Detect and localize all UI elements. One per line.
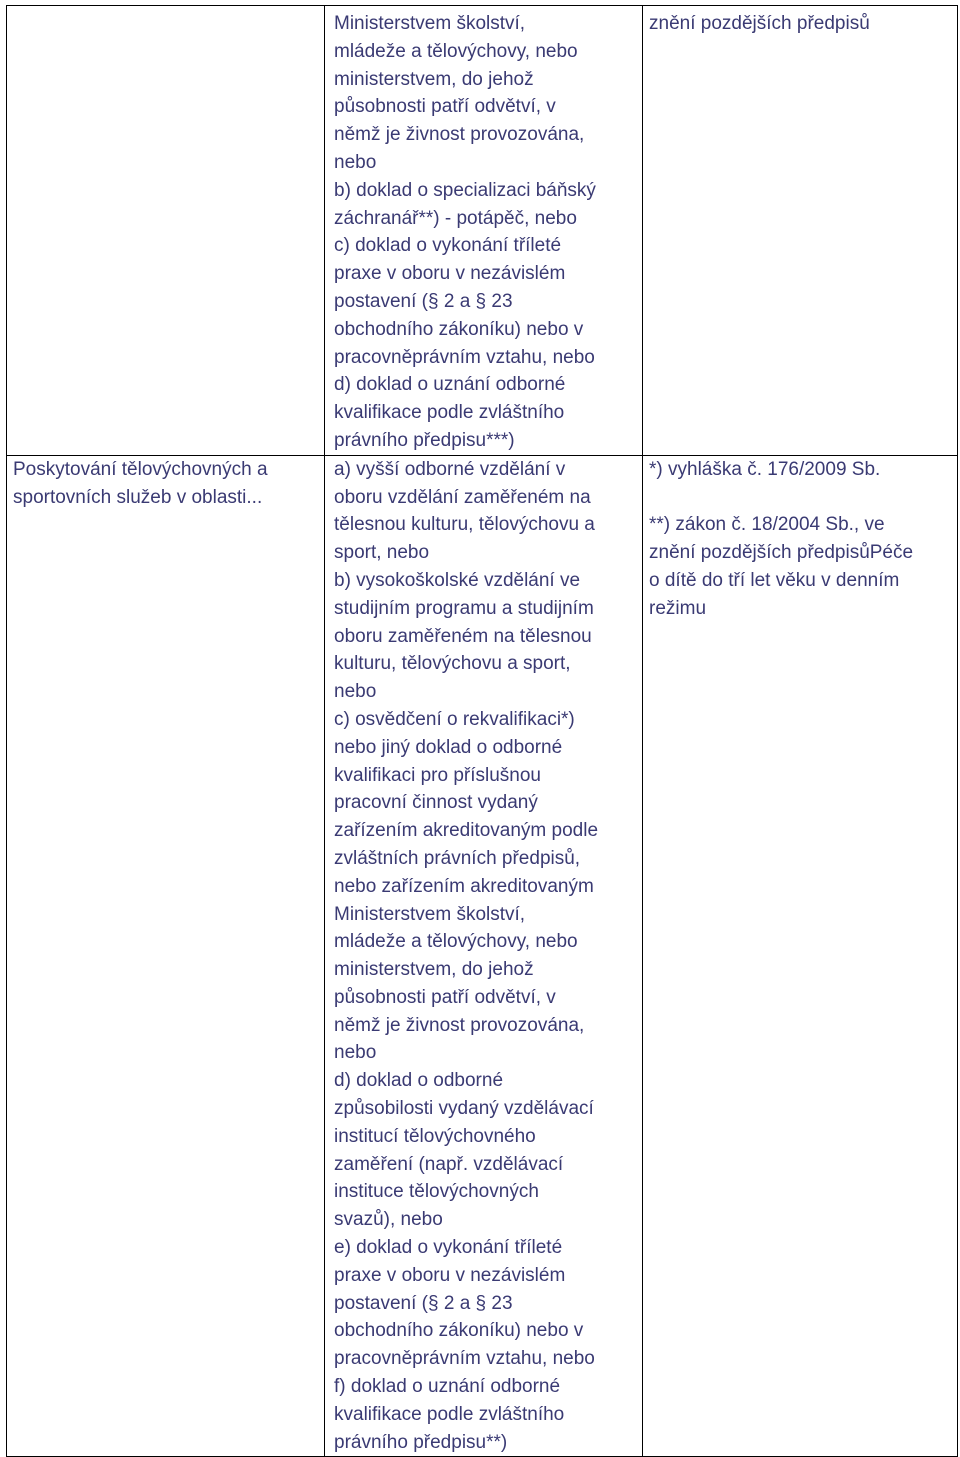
text-line: c) osvědčení o rekvalifikaci*) — [334, 708, 575, 730]
text-line: tělesnou kulturu, tělovýchovu a — [334, 514, 595, 536]
text-line: nebo zařízením akreditovaným — [334, 875, 594, 897]
table-row — [7, 6, 958, 456]
text-line: obchodního zákoníku) nebo v — [334, 1320, 584, 1342]
text-line: instituce tělovýchovných — [334, 1181, 539, 1203]
footnote-line: *) vyhláška č. 176/2009 Sb. — [649, 458, 881, 480]
text-line: ministerstvem, do jehož — [334, 959, 534, 981]
text-line: kvalifikace podle zvláštního — [334, 402, 565, 424]
text-line: němž je živnost provozována, — [334, 124, 585, 146]
trade-name-cell — [7, 455, 325, 1457]
text-line: b) vysokoškolské vzdělání ve — [334, 569, 581, 591]
text-line: institucí tělovýchovného — [334, 1125, 536, 1147]
text-line: pracovní činnost vydaný — [334, 792, 538, 814]
text-line: Ministerstvem školství, — [334, 13, 526, 34]
footnote-gap — [649, 484, 951, 512]
text-line: působnosti patří odvětví, v — [334, 96, 556, 118]
text-line: mládeže a tělovýchovy, nebo — [334, 931, 578, 953]
text-line: oboru zaměřeném na tělesnou — [334, 625, 592, 647]
text-line: c) doklad o vykonání tříleté — [334, 235, 562, 257]
text-line: režimu — [649, 597, 707, 619]
text-line: znění pozdějších předpisůPéče — [649, 542, 914, 564]
text-line: a) vyšší odborné vzdělání v — [334, 458, 566, 480]
text-line: pracovněprávním vztahu, nebo — [334, 346, 595, 368]
text-line: nebo — [334, 1042, 377, 1064]
text-line: nebo — [334, 681, 377, 703]
text-line: mládeže a tělovýchovy, nebo — [334, 40, 578, 62]
qualification-text — [325, 6, 642, 455]
text-line: znění pozdějších předpisů — [649, 13, 870, 34]
text-line: zaměření (např. vzdělávací — [334, 1153, 564, 1175]
text-line: b) doklad o specializaci báňský — [334, 179, 596, 201]
text-line: ministerstvem, do jehož — [334, 68, 534, 90]
text-line: právního předpisu**) — [334, 1431, 508, 1453]
text-line: způsobilosti vydaný vzdělávací — [334, 1098, 594, 1120]
text-line: postavení (§ 2 a § 23 — [334, 1292, 513, 1314]
text-line: Poskytování tělovýchovných a — [13, 458, 268, 480]
text-line: kvalifikaci pro příslušnou — [334, 764, 541, 786]
qualification-cell — [325, 455, 643, 1457]
trade-name-text — [7, 456, 324, 512]
requirements-table — [6, 5, 958, 1457]
legal-note-text — [643, 6, 957, 38]
text-line: zařízením akreditovaným podle — [334, 820, 599, 842]
text-line: nebo jiný doklad o odborné — [334, 736, 563, 758]
text-line: **) zákon č. 18/2004 Sb., ve — [649, 514, 885, 536]
text-line: e) doklad o vykonání tříleté — [334, 1237, 563, 1259]
text-line: Ministerstvem školství, — [334, 903, 526, 925]
text-line: sport, nebo — [334, 542, 430, 564]
text-line: svazů), nebo — [334, 1209, 443, 1231]
text-line: nebo — [334, 151, 377, 173]
text-line: d) doklad o odborné — [334, 1070, 504, 1092]
text-line: praxe v oboru v nezávislém — [334, 1264, 566, 1286]
qualification-cell — [325, 6, 643, 456]
text-line: d) doklad o uznání odborné — [334, 374, 566, 396]
text-line: praxe v oboru v nezávislém — [334, 263, 566, 285]
text-line: studijním programu a studijním — [334, 597, 594, 619]
text-line: pracovněprávním vztahu, nebo — [334, 1348, 595, 1370]
text-line: oboru vzdělání zaměřeném na — [334, 486, 591, 508]
legal-note-text — [643, 456, 957, 623]
text-line: kulturu, tělovýchovu a sport, — [334, 653, 571, 675]
qualification-text — [325, 456, 642, 1457]
text-line: záchranář**) - potápěč, nebo — [334, 207, 577, 229]
text-line: o dítě do tří let věku v denním — [649, 569, 900, 591]
text-line: obchodního zákoníku) nebo v — [334, 318, 584, 340]
text-line: zvláštních právních předpisů, — [334, 847, 581, 869]
text-line: postavení (§ 2 a § 23 — [334, 290, 513, 312]
text-line: kvalifikace podle zvláštního — [334, 1403, 565, 1425]
legal-note-cell — [643, 6, 958, 456]
legal-note-cell — [643, 455, 958, 1457]
text-line: f) doklad o uznání odborné — [334, 1376, 561, 1398]
text-line: němž je živnost provozována, — [334, 1014, 585, 1036]
table-row — [7, 455, 958, 1457]
text-line: působnosti patří odvětví, v — [334, 986, 556, 1008]
trade-name-cell-empty — [7, 6, 325, 456]
text-line: sportovních služeb v oblasti... — [13, 486, 263, 508]
text-line: právního předpisu***) — [334, 429, 515, 451]
